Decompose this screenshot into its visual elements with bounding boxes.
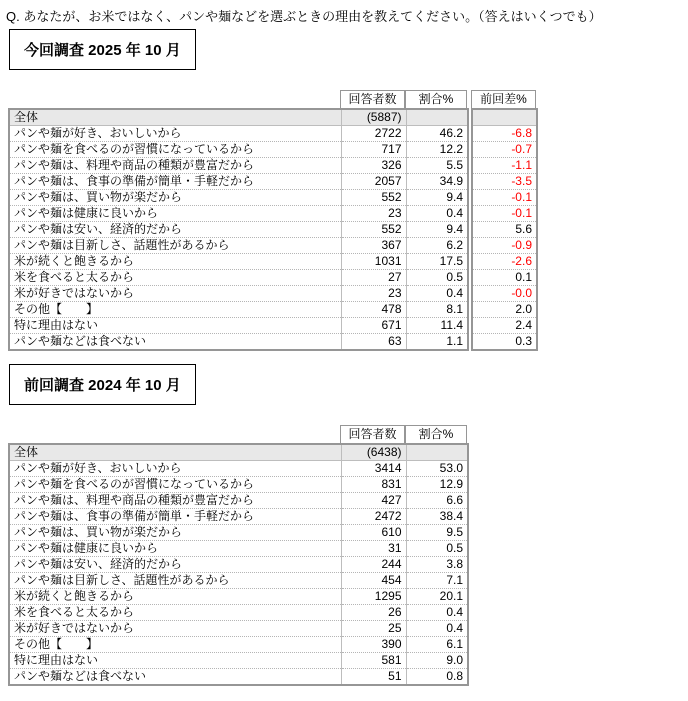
main-table-header (8, 90, 469, 108)
table-row (472, 285, 537, 301)
row-label: パンや麺は、料理や商品の種類が豊富だから (9, 493, 341, 509)
row-label: 米が続くと飽きるから (9, 254, 341, 270)
row-percent: 8.1 (406, 302, 468, 318)
row-respondents: 427 (341, 493, 406, 509)
row-diff: -0.7 (472, 141, 537, 157)
row-label: パンや麺は、料理や商品の種類が豊富だから (9, 158, 341, 174)
table-row (472, 221, 537, 237)
row-respondents: 23 (341, 286, 406, 302)
row-label: パンや麺は健康に良いから (9, 206, 341, 222)
table-row (9, 541, 468, 557)
row-respondents: 326 (341, 158, 406, 174)
table-row (9, 206, 468, 222)
row-label: パンや麺は、買い物が楽だから (9, 525, 341, 541)
row-label: 米が好きではないから (9, 286, 341, 302)
table-row (472, 173, 537, 189)
row-respondents: 26 (341, 605, 406, 621)
row-percent: 9.5 (406, 525, 468, 541)
survey-section-previous (8, 425, 469, 686)
row-percent: 12.9 (406, 477, 468, 493)
table-row (9, 286, 468, 302)
row-respondents: 2722 (341, 126, 406, 142)
row-respondents: 2472 (341, 509, 406, 525)
table-row (9, 126, 468, 142)
row-diff: -0.9 (472, 237, 537, 253)
row-percent: 17.5 (406, 254, 468, 270)
row-percent: 0.8 (406, 669, 468, 686)
row-respondents: 367 (341, 238, 406, 254)
diff-table-group (471, 90, 538, 351)
row-diff: -3.5 (472, 173, 537, 189)
total-row (9, 444, 468, 461)
row-label: パンや麺などは食べない (9, 669, 341, 686)
main-table (8, 108, 469, 351)
total-label: 全体 (9, 109, 341, 126)
row-label: 特に理由はない (9, 318, 341, 334)
row-diff: -1.1 (472, 157, 537, 173)
table-row (9, 621, 468, 637)
row-diff: 0.1 (472, 269, 537, 285)
row-label: 米が続くと飽きるから (9, 589, 341, 605)
table-row (9, 669, 468, 686)
row-percent: 12.2 (406, 142, 468, 158)
main-table-body (9, 444, 468, 685)
row-respondents: 671 (341, 318, 406, 334)
row-respondents: 3414 (341, 461, 406, 477)
row-percent: 38.4 (406, 509, 468, 525)
table-row (9, 158, 468, 174)
row-diff: 5.6 (472, 221, 537, 237)
row-percent: 0.5 (406, 541, 468, 557)
row-label: パンや麺は、買い物が楽だから (9, 190, 341, 206)
row-respondents: 244 (341, 557, 406, 573)
row-percent: 9.0 (406, 653, 468, 669)
total-respondents: (5887) (341, 109, 406, 126)
row-diff: -6.8 (472, 125, 537, 141)
main-table-body (9, 109, 468, 350)
survey-title-current: 今回調査 2025 年 10 月 (9, 29, 196, 70)
table-row (9, 222, 468, 238)
row-percent: 6.1 (406, 637, 468, 653)
row-respondents: 1295 (341, 589, 406, 605)
row-label: パンや麺は安い、経済的だから (9, 557, 341, 573)
table-row (472, 189, 537, 205)
diff-table-header (471, 90, 538, 108)
table-row (472, 237, 537, 253)
table-row (9, 270, 468, 286)
row-label: パンや麺は安い、経済的だから (9, 222, 341, 238)
row-diff: 2.4 (472, 317, 537, 333)
row-percent: 0.4 (406, 286, 468, 302)
row-label: パンや麺は目新しさ、話題性があるから (9, 238, 341, 254)
table-row (9, 334, 468, 351)
row-respondents: 552 (341, 190, 406, 206)
survey-section-current (8, 90, 538, 351)
table-row (472, 269, 537, 285)
table-row (9, 238, 468, 254)
table-row (472, 253, 537, 269)
row-label: パンや麺などは食べない (9, 334, 341, 351)
header-spacer (8, 425, 340, 443)
table-row (9, 573, 468, 589)
table-row (9, 318, 468, 334)
row-percent: 34.9 (406, 174, 468, 190)
table-row (472, 125, 537, 141)
row-percent: 6.6 (406, 493, 468, 509)
table-row (9, 605, 468, 621)
row-percent: 3.8 (406, 557, 468, 573)
row-respondents: 581 (341, 653, 406, 669)
total-diff (472, 109, 537, 125)
row-label: その他【 】 (9, 637, 341, 653)
row-percent: 0.5 (406, 270, 468, 286)
table-row (9, 637, 468, 653)
total-percent (406, 109, 468, 126)
row-percent: 9.4 (406, 222, 468, 238)
table-row (9, 493, 468, 509)
column-header-respondents: 回答者数 (340, 425, 405, 443)
total-label: 全体 (9, 444, 341, 461)
table-row (9, 174, 468, 190)
total-row (472, 109, 537, 125)
row-label: パンや麺は健康に良いから (9, 541, 341, 557)
row-respondents: 717 (341, 142, 406, 158)
column-header-percent: 割合% (405, 90, 467, 108)
row-percent: 46.2 (406, 126, 468, 142)
total-respondents: (6438) (341, 444, 406, 461)
row-percent: 6.2 (406, 238, 468, 254)
row-label: 米が好きではないから (9, 621, 341, 637)
row-percent: 0.4 (406, 206, 468, 222)
row-diff: 0.3 (472, 333, 537, 350)
table-row (472, 317, 537, 333)
row-label: パンや麺を食べるのが習慣になっているから (9, 477, 341, 493)
table-row (9, 142, 468, 158)
diff-table (471, 108, 538, 351)
table-row (472, 333, 537, 350)
row-percent: 5.5 (406, 158, 468, 174)
table-row (9, 525, 468, 541)
column-header-respondents: 回答者数 (340, 90, 405, 108)
row-respondents: 27 (341, 270, 406, 286)
row-percent: 0.4 (406, 605, 468, 621)
column-header-percent: 割合% (405, 425, 467, 443)
row-label: パンや麺を食べるのが習慣になっているから (9, 142, 341, 158)
table-row (9, 557, 468, 573)
row-diff: -2.6 (472, 253, 537, 269)
table-row (9, 254, 468, 270)
row-diff: -0.1 (472, 189, 537, 205)
header-spacer (8, 90, 340, 108)
row-respondents: 25 (341, 621, 406, 637)
row-label: パンや麺は、食事の準備が簡単・手軽だから (9, 174, 341, 190)
table-row (472, 301, 537, 317)
row-respondents: 31 (341, 541, 406, 557)
row-percent: 20.1 (406, 589, 468, 605)
main-table-group (8, 425, 469, 686)
row-percent: 7.1 (406, 573, 468, 589)
row-diff: -0.1 (472, 205, 537, 221)
row-percent: 9.4 (406, 190, 468, 206)
main-table-header (8, 425, 469, 443)
table-row (9, 302, 468, 318)
row-respondents: 610 (341, 525, 406, 541)
row-percent: 11.4 (406, 318, 468, 334)
table-row (9, 461, 468, 477)
row-label: 米を食べると太るから (9, 270, 341, 286)
row-respondents: 478 (341, 302, 406, 318)
main-table-group (8, 90, 469, 351)
row-label: パンや麺が好き、おいしいから (9, 461, 341, 477)
table-row (9, 477, 468, 493)
table-row (472, 205, 537, 221)
total-row (9, 109, 468, 126)
row-respondents: 51 (341, 669, 406, 686)
row-label: 米を食べると太るから (9, 605, 341, 621)
total-percent (406, 444, 468, 461)
row-label: 特に理由はない (9, 653, 341, 669)
table-row (472, 141, 537, 157)
table-row (9, 190, 468, 206)
row-percent: 1.1 (406, 334, 468, 351)
row-diff: 2.0 (472, 301, 537, 317)
question-text: Q. あなたが、お米ではなく、パンや麺などを選ぶときの理由を教えてください。（答えはいくつでも） (6, 9, 602, 24)
row-respondents: 63 (341, 334, 406, 351)
row-label: その他【 】 (9, 302, 341, 318)
row-respondents: 390 (341, 637, 406, 653)
table-row (472, 157, 537, 173)
row-label: パンや麺は、食事の準備が簡単・手軽だから (9, 509, 341, 525)
survey-title-previous: 前回調査 2024 年 10 月 (9, 364, 196, 405)
row-percent: 53.0 (406, 461, 468, 477)
row-respondents: 454 (341, 573, 406, 589)
diff-table-body (472, 109, 537, 350)
row-respondents: 552 (341, 222, 406, 238)
table-row (9, 653, 468, 669)
row-percent: 0.4 (406, 621, 468, 637)
row-respondents: 1031 (341, 254, 406, 270)
main-table (8, 443, 469, 686)
row-respondents: 2057 (341, 174, 406, 190)
row-respondents: 831 (341, 477, 406, 493)
row-label: パンや麺は目新しさ、話題性があるから (9, 573, 341, 589)
row-label: パンや麺が好き、おいしいから (9, 126, 341, 142)
row-diff: -0.0 (472, 285, 537, 301)
column-header-diff: 前回差% (471, 90, 536, 108)
row-respondents: 23 (341, 206, 406, 222)
table-row (9, 589, 468, 605)
table-row (9, 509, 468, 525)
